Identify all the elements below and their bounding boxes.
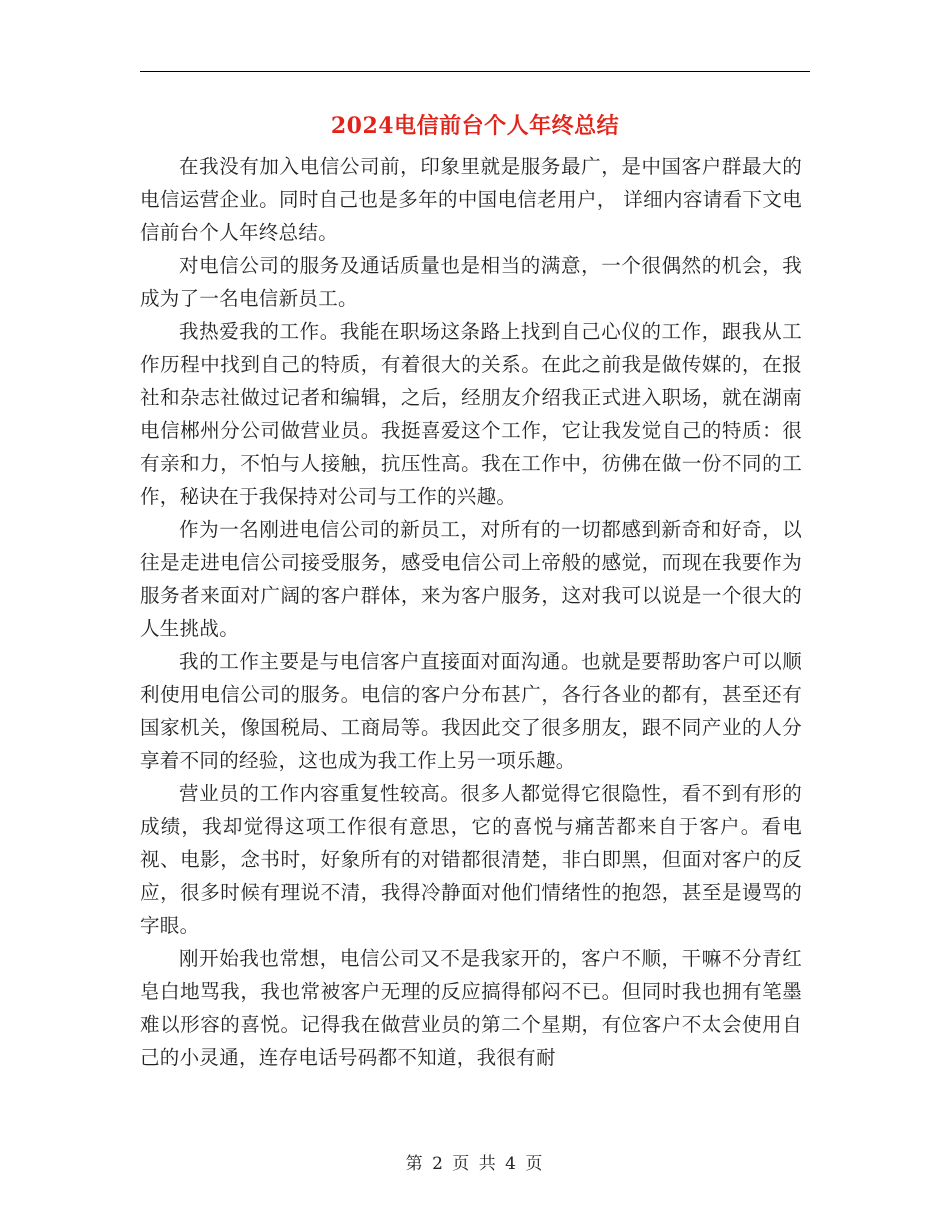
document-title: 2024电信前台个人年终总结	[330, 113, 620, 139]
paragraph-4: 作为一名刚进电信公司的新员工，对所有的一切都感到新奇和好奇，以往是走进电信公司接受服务，感受电信公司上帝般的感觉，而现在我要作为服务者来面对广阔的客户群体，来为客户服务，这对我可以说是一个很大的人生挑战。	[140, 518, 802, 640]
paragraph-7: 刚开始我也常想，电信公司又不是我家开的，客户不顺，干嘛不分青红皂白地骂我，我也常被客户无理的反应搞得郁闷不已。但同时我也拥有笔墨难以形容的喜悦。记得我在做营业员的第二个星期，有位客户不太会使用自己的小灵通，连存电话号码都不知道，我很有耐	[140, 947, 802, 1069]
paragraph-3: 我热爱我的工作。我能在职场这条路上找到自己心仪的工作，跟我从工作历程中找到自己的特质，有着很大的关系。在此之前我是做传媒的，在报社和杂志社做过记者和编辑，之后，经朋友介绍我正式进入职场，就在湖南电信郴州分公司做营业员。我挺喜爱这个工作，它让我发觉自己的特质：很有亲和力，不怕与人接触，抗压性高。我在工作中，彷佛在做一份不同的工作，秘诀在于我保持对公司与工作的兴趣。	[140, 320, 802, 508]
header-rule	[140, 71, 810, 72]
page-footer: 第 2 页 共 4 页	[405, 1154, 545, 1174]
paragraph-2: 对电信公司的服务及通话质量也是相当的满意，一个很偶然的机会，我成为了一名电信新员工。	[140, 254, 802, 310]
paragraph-1: 在我没有加入电信公司前，印象里就是服务最广，是中国客户群最大的电信运营企业。同时自己也是多年的中国电信老用户， 详细内容请看下文电信前台个人年终总结。	[140, 155, 802, 244]
document-body	[140, 150, 802, 1074]
paragraph-5: 我的工作主要是与电信客户直接面对面沟通。也就是要帮助客户可以顺利使用电信公司的服务。电信的客户分布甚广，各行各业的都有，甚至还有国家机关，像国税局、工商局等。我因此交了很多朋友，跟不同产业的人分享着不同的经验，这也成为我工作上另一项乐趣。	[140, 650, 802, 772]
paragraph-6: 营业员的工作内容重复性较高。很多人都觉得它很隐性，看不到有形的成绩，我却觉得这项工作很有意思，它的喜悦与痛苦都来自于客户。看电视、电影，念书时，好象所有的对错都很清楚，非白即黑，但面对客户的反应，很多时候有理说不清，我得冷静面对他们情绪性的抱怨，甚至是谩骂的字眼。	[140, 782, 802, 937]
